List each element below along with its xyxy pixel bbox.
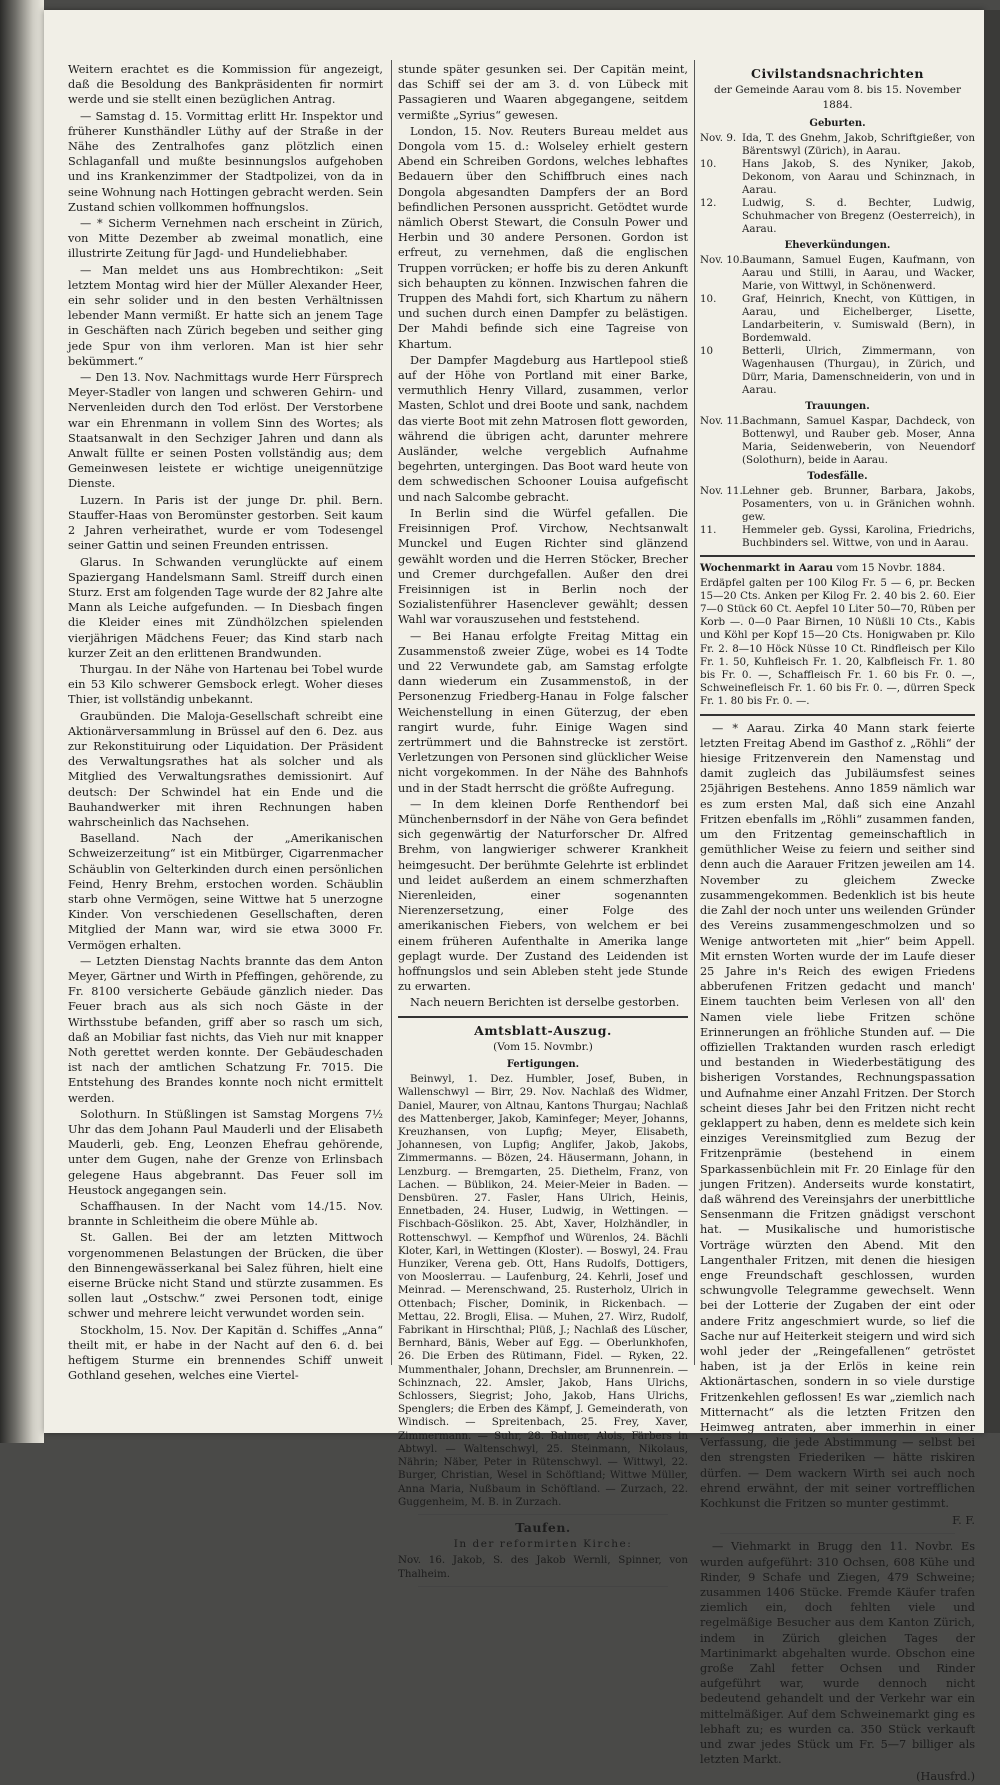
section-divider [700,555,975,557]
signature: (Hausfrd.) [916,1770,975,1784]
civil-entry [700,293,975,345]
entry-date: 10 [700,345,714,358]
entry-text: Graf, Heinrich, Knecht, von Küttigen, in Aarau, und Eichelberger, Lisette, Landarbeiterin, v. Sumiswald (Bern), in Bordemwald. [742,293,975,345]
entry-date: Nov. 11. [700,485,743,498]
section-divider [720,1533,955,1534]
column-rule-left [391,60,392,1365]
entry-text: Hans Jakob, S. des Nyniker, Jakob, Dekonom, von Aarau und Schinznach, in Aarau. [742,157,975,196]
amtsblatt-text: Beinwyl, 1. Dez. Humbler, Josef, Buben, in Wallenschwyl — Birr, 29. Nov. Nachlaß des Widmer, Daniel, Maurer, von Altnau, Kantons Thurgau; Nachlaß des Mattenberger, Jakob, Kaminfeger; Meyer, Johanns, Kreuzhansen, von Lupfig; Meyer, Elisabeth, Johannesen, von Lupfig; Anglifer, Jakob, Jakobs, Zimmermanns. — Bözen, 24. Häusermann, Johann, in Lenzburg. — Bremgarten, 25. Diethelm, Franz, von Lachen. — Büblikon, 24. Meier-Meier in Baden. — Densbüren. 27. Fasler, Hans Ulrich, Heinis, Ennetbaden, 24. Huser, Ludwig, in Wettingen. — Fischbach-Göslikon. 25. Abt, Xaver, Holzhändler, in Rottenschwyl. — Kempfhof und Würenlos, 24. Bächli Kloter, Karl, in Wettingen (Kloster). — Boswyl, 24. Frau Hunziker, Verena geb. Ott, Hans Rudolfs, Dottigers, von Mooslerrau. — Laufenburg, 24. Kehrli, Josef und Meinrad. — Merenschwand, 25. Rusterholz, Ulrich in Ottenbach; Fischer, Dominik, in Rickenbach. — Mettau, 22. Brogli, Elisa. — Muhen, 27. Wirz, Rudolf, Fabrikant in Hirschthal; Plüß, J.; Nachlaß des Lüscher, Bernhard, Bänis, Weber auf Egg. — Oberlunkhofen, 26. Die Erben des Rütimann, Fidel. — Ryken, 22. Mummenthaler, Johann, Drechsler, am Brunnenrein. — Schinznach, 22. Amsler, Jakob, Hans Ulrichs, Schlossers, Siegrist; Joho, Jakob, Hans Ulrichs, Spenglers; die Erben des Kämpf, J. Gemeinderath, von Windisch. — Spreitenbach, 25. Frey, Xaver, Zimmermann. — Suhr, 28. Balmer, Alois, Färbers in Abtwyl. — Waltenschwyl, 25. Steinmann, Nikolaus, Nährin; Näber, Peter in Rütenschwyl. — Wittwyl, 22. Burger, Christian, Wesel in Schöftland; Wittwe Müller, Anna Maria, Nußbaum in Schöftland. — Zurzach, 22. Guggenheim, M. B. in Zurzach. [398,1073,688,1508]
taufen-text: Nov. 16. Jakob, S. des Jakob Wernli, Spinner, von Thalheim. [398,1554,688,1580]
column-2 [398,62,688,1580]
civil-entry [700,524,975,550]
amtsblatt-subheading: Fertigungen. [506,1059,580,1070]
book-binding [0,0,44,1443]
civil-entry [700,415,975,467]
market-title: Wochenmarkt in Aarau [700,562,834,575]
paragraph: — * Sicherm Vernehmen nach erscheint in Zürich, von Mitte Dezember ab zweimal monatlich, eine illustrirte Zeitung für Jagd- und Hundeliebhaber. [68,217,383,261]
signature: F. F. [952,1514,975,1528]
paragraph: Thurgau. In der Nähe von Hartenau bei Tobel wurde ein 53 Kilo schwerer Gemsbock erlegt. Woher dieses Thier, ist vollständig unbekannt. [68,662,383,707]
entry-text: Lehner geb. Brunner, Barbara, Jakobs, Posamenters, von u. in Gränichen wohnh. gew. [742,485,975,524]
market-text: Erdäpfel galten per 100 Kilog Fr. 5 — 6, pr. Becken 15—20 Cts. Anken per Kilog Fr. 2. 40 bis 2. 60. Eier 7—0 Stück 60 Ct. Aepfel 10 Liter 50—70, Rüben per Korb —. 0—0 Paar Birnen, 10 Nüßli 10 Cts., Kabis und Köhl per Kopf 15—20 Cts. Honigwaben pr. Kilo Fr. 2. 8—10 Höck Nüsse 10 Ct. Rindfleisch per Kilo Fr. 1. 50, Kuhfleisch Fr. 1. 20, Kalbfleisch Fr. 1. 80 bis Fr. 0. —, Schaffleisch Fr. 1. 60 bis Fr. 0. —, Schweinefleisch Fr. 1. 60 bis Fr. 0. —, dürren Speck Fr. 1. 80 bis Fr. 0. —. [700,576,975,708]
paragraph: — Den 13. Nov. Nachmittags wurde Herr Fürsprech Meyer-Stadler von langen und schweren Gehirn- und Nervenleiden durch den Tod erlöst. Der Verstorbene war ein Ehrenmann in vollem Sinn des Wortes; als Staatsanwalt in den Sechziger Jahren und dann als Anwalt füllte er seinen Posten vollständig aus; dem Gemeinwesen leistete er wichtige uneigennützige Dienste. [68,371,383,491]
paragraph: Weitern erachtet es die Kommission für angezeigt, daß die Besoldung des Bankpräsidenten fir normirt werde und sie stellt einen bezüglichen Antrag. [68,63,383,107]
entry-date: 12. [700,196,717,209]
entry-text: Betterli, Ulrich, Zimmermann, von Wagenhausen (Thurgau), in Zürich, und Dürr, Maria, Damenschneiderin, von und in Aarau. [742,345,975,397]
entry-date: 10. [700,293,717,306]
market-report [700,562,975,575]
section-title: Eheverkündungen. [784,239,891,251]
column-3 [700,62,975,1784]
section-title: Geburten. [809,117,866,129]
entry-text: Baumann, Samuel Eugen, Kaufmann, von Aarau und Stilli, in Aarau, und Wacker, Marie, von Wittwyl, in Schönenwerd. [742,254,975,293]
civil-entry [700,254,975,293]
civil-entry [700,158,975,197]
column-rule-right [694,60,695,1365]
paragraph: — Man meldet uns aus Hombrechtikon: „Seit letztem Montag wird hier der Müller Alexander Heer, ein sehr solider und in den besten Verhältnissen lebender Mann vermißt. Er hatte sich an jenem Tage in Geschäften nach Zürich begeben und seither ging jede Spur von ihm verloren. Man ist hier sehr bekümmert.“ [68,263,383,368]
paragraph: — Bei Hanau erfolgte Freitag Mittag ein Zusammenstoß zweier Züge, wobei es 14 Todte und 22 Verwundete gab, am Samstag erfolgte dann wiederum ein Zusammenstoß, in der Personenzug Friedberg-Hanau in Folge falscher Weichenstellung in einen Güterzug, der eben rangirt wurde, fuhr. Einige Wagen sind zertrümmert und die Bahnstrecke ist zerstört. Verletzungen von Personen sind glücklicher Weise nicht vorgekommen. In der Nähe des Bahnhofs und in der Stadt herrscht die größte Aufregung. [398,629,688,795]
entry-text: Ida, T. des Gnehm, Jakob, Schriftgießer, von Bärentswyl (Zürich), in Aarau. [742,131,975,157]
paragraph: Solothurn. In Stüßlingen ist Samstag Morgens 7½ Uhr das dem Johann Paul Mauderli und der Elisabeth Mauderli, geb. Eng, Leonzen Ehefrau gehörende, unter dem Gugen, nahe der Grenze von Erlinsbach gelegene Haus abgebrannt. Das Feuer soll im Heustock angegangen sein. [68,1107,383,1197]
paragraph: Stockholm, 15. Nov. Der Kapitän d. Schiffes „Anna“ theilt mit, er habe in der Nacht auf den 6. d. bei heftigem Sturme ein brennendes Schiff unweit Gothland gesehen, welches eine Viertel- [68,1323,383,1383]
amtsblatt-heading: Amtsblatt-Auszug. [474,1022,612,1038]
civil-entry [700,345,975,397]
paragraph: London, 15. Nov. Reuters Bureau meldet aus Dongola vom 15. d.: Wolseley erhielt gestern Abend ein Schreiben Gordons, welches lebhaftes Bedauern über den Schiffbruch eines nach Dongola abgesandten Dampfers der an Bord befindlichen Personen ausspricht. Getödtet wurde nämlich Oberst Stewart, die Consuln Power und Herbin und 30 andere Personen. Gordon ist erfreut, zu vernehmen, daß die englischen Truppen vorrücken; er hoffe bis zu deren Ankunft sich behaupten zu können. Inzwischen fahren die Truppen des Mahdi fort, sich Khartum zu nähern und suchen durch einen Dampfer zu belästigen. Der Mahdi befinde sich eine Tagreise von Khartum. [398,124,688,351]
entry-date: 11. [700,524,717,537]
paragraph: Graubünden. Die Maloja-Gesellschaft schreibt eine Aktionärversammlung in Brüssel auf den 6. Dez. aus zur Rekonstituirung oder Liquidation. Der Präsident des Verwaltungsrathes hat als solcher und als Mitglied des Verwaltungsrathes demissionirt. Auf deutsch: Der Schwindel hat ein Ende und die Bauhandwerker mit ihren Rechnungen haben wahrscheinlich das Nachsehen. [68,709,383,829]
section-title: Todesfälle. [807,471,868,483]
amtsblatt-date: (Vom 15. Novmbr.) [493,1040,593,1053]
paragraph: — In dem kleinen Dorfe Renthendorf bei Münchenbernsdorf in der Nähe von Gera befindet sich gegenwärtig der Naturforscher Dr. Alfred Brehm, von langwieriger schwerer Krankheit heimgesucht. Der berühmte Gelehrte ist erblindet und leidet außerdem an einem schmerzhaften Nierenleiden, einer sogenannten Nierenzersetzung, einer Folge des amerikanischen Fiebers, von welchem er bei einem früheren Aufenthalte in Amerika lange geplagt wurde. Der Zustand des Leidenden ist hoffnungslos und sein Ableben steht jede Stunde zu erwarten. [398,797,688,994]
paragraph: In Berlin sind die Würfel gefallen. Die Freisinnigen Prof. Virchow, Nechtsanwalt Munckel und Eugen Richter sind glänzend gewählt worden und die Herren Stöcker, Brecher und Cremer durchgefallen. Außer den drei Freisinnigen ist in Berlin noch der Sozialistenführer Hasenclever gewählt; dessen Wahl war vorauszusehen und feststehend. [398,506,688,627]
entry-text: Ludwig, S. d. Bechter, Ludwig, Schuhmacher von Bregenz (Oesterreich), in Aarau. [742,196,975,235]
paragraph: — Samstag d. 15. Vormittag erlitt Hr. Inspektor und früherer Kunsthändler Lüthy auf der Straße in der Nähe des Zentralhofes ganz plötzlich einen Schlaganfall und mußte besinnungslos aufgehoben und ins Krankenzimmer der Stadtpolizei, von da in seine Wohnung nach Hottingen gebracht werden. Sein Zustand schien vollkommen hoffnungslos. [68,109,383,214]
civil-subheading: der Gemeinde Aarau vom 8. bis 15. November 1884. [714,84,961,112]
paragraph: Glarus. In Schwanden verunglückte auf einem Spaziergang Handelsmann Saml. Streiff durch einen Sturz. Erst am folgenden Tage wurde der 82 Jahre alte Mann als Leiche aufgefunden. — In Diesbach fingen die Kleider eines mit Zündhölzchen spielenden vierjährigen Mädchens Feuer; das Kind starb nach kurzer Zeit an den erlittenen Brandwunden. [68,555,383,660]
civil-entry [700,197,975,236]
taufen-subheading: In der reformirten Kirche: [453,1538,633,1551]
paragraph: Der Dampfer Magdeburg aus Hartlepool stieß auf der Höhe von Portland mit einer Barke, vermuthlich Henry Villard, zusammen, verlor Masten, Schlot und drei Boote und sank, nachdem das vierte Boot mit zehn Matrosen flott geworden, während die übrigen acht, darunter mehrere Ausländer, welche vergeblich Aufnahme begehrten, untergingen. Das Boot ward heute von dem schwedischen Schooner Louisa aufgefischt und nach Salcombe gebracht. [398,353,688,504]
paragraph: — Letzten Dienstag Nachts brannte das dem Anton Meyer, Gärtner und Wirth in Pfeffingen, gehörende, zu Fr. 8100 versicherte Gebäude gänzlich nieder. Das Feuer brach aus als sich noch Gäste in der Wirthsstube befanden, griff aber so rasch um sich, daß an Mobiliar fast nichts, das Vieh nur mit knapper Noth gerettet werden konnte. Der Gebäudeschaden ist nach der amtlichen Schatzung Fr. 7015. Die Entstehung des Brandes konnte noch nicht ermittelt werden. [68,954,383,1105]
column-1 [68,62,383,1422]
civil-heading: Civilstandsnachrichten [751,66,924,81]
entry-text: Hemmeler geb. Gyssi, Karolina, Friedrichs, Buchbinders sel. Wittwe, von und in Aarau. [742,524,975,550]
entry-date: 10. [700,157,717,170]
entry-date: Nov. 11. [700,415,743,428]
section-divider [418,1586,668,1587]
paragraph: Schaffhausen. In der Nacht vom 14./15. Nov. brannte in Schleitheim die obere Mühle ab. [68,1200,383,1229]
paragraph: Baselland. Nach der „Amerikanischen Schweizerzeitung“ ist ein Mitbürger, Cigarrenmacher Schäublin von Gelterkinden durch einen persönlichen Feind, Henry Brehm, erstochen worden. Schäublin starb ohne Vermögen, seine Wittwe hat 5 unerzogne Kinder. Von verschiedenen Gesellschaften, deren Mitglied der Mann war, wird sie etwa 3000 Fr. Vermögen erhalten. [68,832,383,952]
section-divider [418,1514,668,1515]
page-edge [984,10,1000,1433]
section-title: Trauungen. [805,401,870,413]
entry-date: Nov. 10. [700,254,743,267]
civil-entry [700,132,975,158]
civil-entry [700,485,975,524]
section-divider [700,714,975,716]
paragraph: stunde später gesunken sei. Der Capitän meint, das Schiff sei der am 3. d. von Lübeck mit Passagieren und Waaren abgegangene, seitdem vermißte „Syrius“ gewesen. [398,63,688,122]
taufen-heading: Taufen. [515,1519,571,1535]
market-date: vom 15 Novbr. 1884. [836,562,946,575]
entry-date: Nov. 9. [700,131,737,144]
paragraph: Luzern. In Paris ist der junge Dr. phil. Bern. Stauffer-Haas von Beromünster gestorben. Seit kaum 2 Jahren verheirathet, wurde er vom Todesengel seiner Gattin und seinen Freunden entrissen. [68,493,383,553]
entry-text: Bachmann, Samuel Kaspar, Dachdeck, von Bottenwyl, und Rauber geb. Moser, Anna Maria, Seidenweberin, von Neuendorf (Solothurn), beide in Aarau. [742,415,975,467]
paragraph: St. Gallen. Bei der am letzten Mittwoch vorgenommenen Belastungen der Brücken, die über den Binnengewässerkanal bei Salez führen, hielt eine eiserne Brücke nicht Stand und stürzte zusammen. Es sollen laut „Ostschw.“ zwei Personen todt, einige schwer und mehrere leicht verwundet worden sein. [68,1231,383,1321]
paragraph: Nach neuern Berichten ist derselbe gestorben. [410,996,680,1010]
section-divider [398,1016,688,1018]
paragraph: — Viehmarkt in Brugg den 11. Novbr. Es wurden aufgeführt: 310 Ochsen, 608 Kühe und Rinder, 9 Schafe und Ziegen, 479 Schweine; zusammen 1406 Stücke. Fremde Käufer trafen ziemlich ein, doch fehlten viele und regelmäßige Besucher aus dem Kanton Zürich, indem in Zürich gleichen Tages der Martinimarkt abgehalten wurde. Obschon eine große Zahl fetter Ochsen und Rinder aufgeführt war, wurde dennoch nicht bedeutend gehandelt und der Verkehr war ein mittelmäßiger. Auf dem Schweinemarkt ging es lebhaft zu; es wurden ca. 350 Stück verkauft und zwar jedes Stück um Fr. 5—7 billiger als letzten Markt. [700,1540,975,1767]
paragraph: — * Aarau. Zirka 40 Mann stark feierte letzten Freitag Abend im Gasthof z. „Röhli“ der hiesige Fritzenverein den Namenstag und damit zugleich das Jubiläumsfest seines 25jährigen Bestehens. Anno 1859 nämlich war es zum ersten Mal, daß sich eine Anzahl Fritzen ebenfalls im „Röhli“ zusammen fanden, um den Fritzentag gemeinschaftlich in gemüthlicher Weise zu feiern und seither sind denn auch die Aarauer Fritzen jeweilen am 14. November zu gleichem Zwecke zusammengekommen. Bedenklich ist bis heute die Zahl der noch unter uns weilenden Gründer des Vereins zusammengeschmolzen und so Wenige antworteten mit „hier“ beim Appell. Mit ernsten Worten wurde der im Laufe dieser 25 Jahre in's Reich des ewigen Friedens abberufenen Fritzen gedacht und manch' Einem tauchten beim Verlesen von all' den Namen viele liebe Fritzen schöne Erinnerungen an fröhliche Stunden auf. — Die offiziellen Traktanden wurden rasch erledigt und bestanden in Wiederbestätigung des bisherigen Vorstandes, Rechnungspassation und Aufnahme einer Anzahl Fritzen. Der Storch scheint dieses Jahr bei den Fritzen nicht recht geklappert zu haben, denn es meldete sich kein einziges Vereinsmitglied zum Bezug der Fritzenprämie (bestehend in einem Sparkassenbüchlein mit Fr. 20 Einlage für den jungen Fritzen). Anderseits wurde konstatirt, daß während des Vereinsjahrs der unerbittliche Sensenmann die Fritzen gnädigst verschont hat. — Musikalische und humoristische Vorträge würzten den Abend. Mit den Langenthaler Fritzen, mit denen die hiesigen enge Freundschaft geschlossen, wurden schwungvolle Telegramme gewechselt. Wenn bei der Lotterie der Zugaben der eint oder andere Fritz angeschmiert wurde, so lief die Sache nur auf Heiterkeit steigern und wird sich wohl jeder der „Reingefallenen“ getröstet haben, ist ja der Erlös in keine rein Aktionärtaschen, sondern in so viele durstige Fritzenkehlen geflossen! Es war „ziemlich nach Mitternacht“ als die letzten Fritzen den Heimweg antraten, aber immerhin in einer Verfassung, die jede Abstimmung — selbst bei den strengsten Friederiken — hätte riskiren dürfen. — Dem wackern Wirth sei auch noch ehrend erwähnt, der mit seiner vortrefflichen Kochkunst die Fritzen so munter gestimmt. [700,721,975,1511]
